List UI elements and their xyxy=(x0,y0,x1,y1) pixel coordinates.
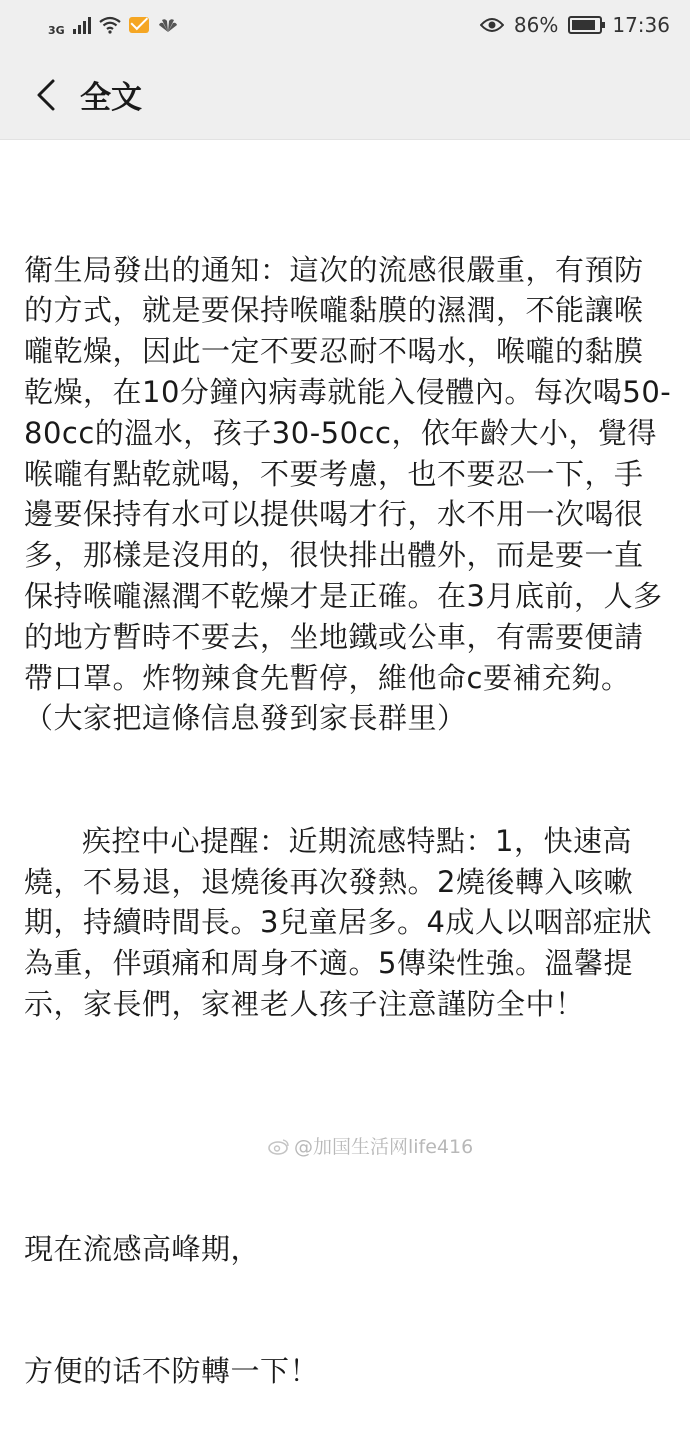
header-bar xyxy=(0,50,690,140)
status-right xyxy=(480,13,670,37)
signal-icon xyxy=(73,16,91,34)
article-closing-line-2: 方便的话不防轉一下！ xyxy=(24,1354,320,1389)
mail-notification-icon xyxy=(129,17,149,33)
back-arrow-icon[interactable] xyxy=(18,50,74,140)
battery-percent: 86% xyxy=(513,13,559,37)
status-bar xyxy=(0,0,690,50)
eye-comfort-icon xyxy=(480,17,504,33)
network-type-label: 3G xyxy=(48,23,65,37)
weibo-icon xyxy=(268,1137,290,1155)
watermark xyxy=(268,1132,473,1159)
battery-fill xyxy=(572,20,594,30)
battery-icon xyxy=(568,16,602,34)
huawei-icon xyxy=(157,16,179,34)
wifi-icon xyxy=(99,16,121,34)
status-left xyxy=(48,14,179,37)
page-title: 全文 xyxy=(80,80,142,116)
article-paragraph-1: 衛生局發出的通知：這次的流感很嚴重，有預防的方式，就是要保持喉嚨黏膜的濕潤，不能讓喉嚨乾燥，因此一定不要忍耐不喝水，喉嚨的黏膜乾燥，在10分鐘內病毒就能入侵體內。每次喝50-80cc的溫水，孩子30-50cc，依年齡大小，覺得喉嚨有點乾就喝，不要考慮，也不要忍一下，手邊要保持有水可以提供喝才行，水不用一次喝很多，那樣是沒用的，很快排出體外，而是要一直保持喉嚨濕潤不乾燥才是正確。在3月底前，人多的地方暫時不要去，坐地鐵或公車，有需要便請帶口罩。炸物辣食先暫停，維他命c要補充夠。（大家把這條信息發到家長群里） xyxy=(24,252,672,736)
status-time: 17:36 xyxy=(612,13,670,37)
article-closing-line-1: 現在流感高峰期， xyxy=(24,1231,261,1266)
article-paragraph-2: 疾控中心提醒：近期流感特點：1，快速高燒，不易退，退燒後再次發熱。2燒後轉入咳嗽期，持續時間長。3兒童居多。4成人以咽部症狀為重，伴頭痛和周身不適。5傳染性強。溫馨提示，家長們，家裡老人孩子注意謹防全中！ xyxy=(24,823,652,1021)
watermark-text: @加国生活网life416 xyxy=(294,1136,474,1158)
article-body xyxy=(24,168,672,1433)
